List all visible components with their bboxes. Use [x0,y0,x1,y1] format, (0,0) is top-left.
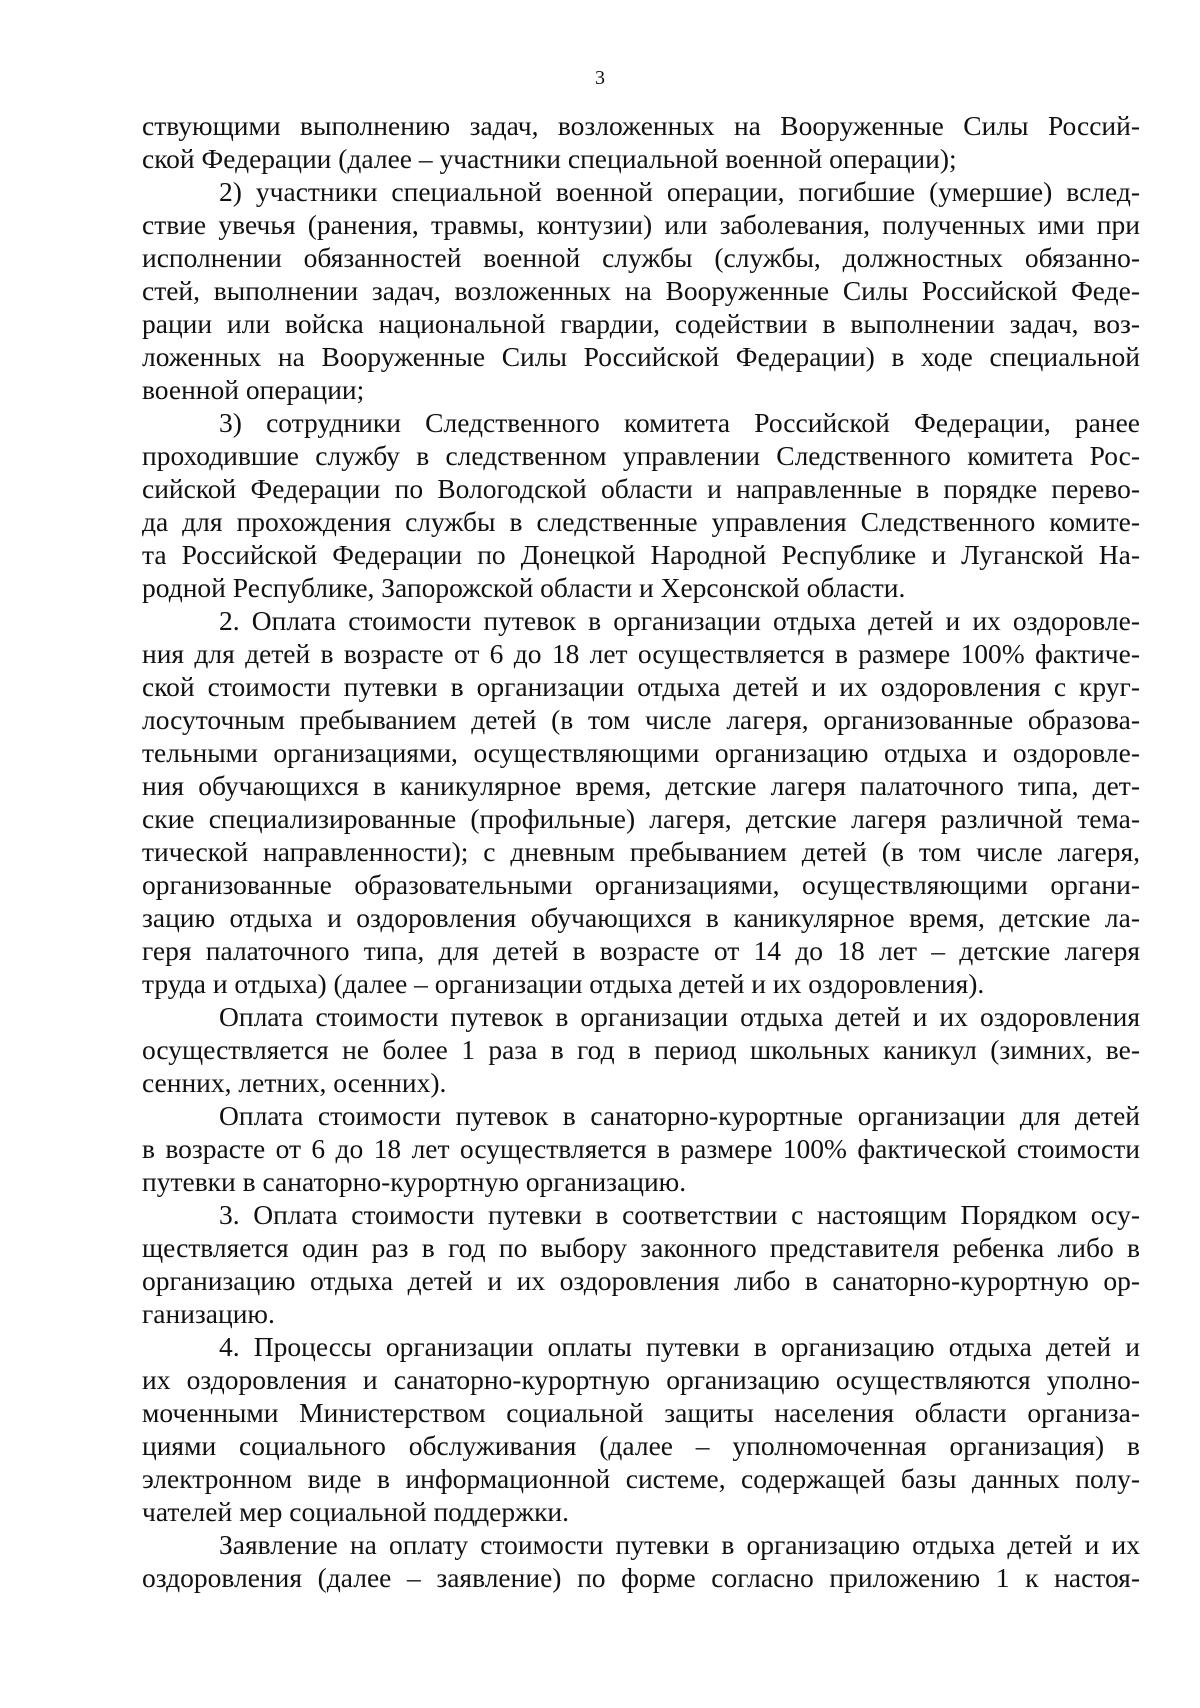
text-line: ские специализированные (профильные) лагеря, детские лагеря различной тема- [142,803,1140,834]
text-line: ствие увечья (ранения, травмы, контузии) или заболевания, полученных ими при [142,209,1140,240]
paragraph [142,175,1140,406]
text-line: осуществляется не более 1 раза в год в период школьных каникул (зимних, ве- [142,1034,1140,1065]
paragraph [142,1099,1140,1198]
text-line: ствующими выполнению задач, возложенных на Вооруженные Силы Россий- [142,110,1140,141]
text-line: чателей мер социальной поддержки. [142,1496,570,1527]
text-line: военной операции; [142,374,365,405]
paragraph [142,1528,1140,1594]
text-line: 2. Оплата стоимости путевок в организации отдыха детей и их оздоровле- [219,605,1140,636]
paragraph [142,1330,1140,1528]
text-line: ния обучающихся в каникулярное время, детские лагеря палаточного типа, дет- [142,770,1140,801]
text-line: труда и отдыха) (далее – организации отдыха детей и их оздоровления). [142,968,985,999]
text-line: их оздоровления и санаторно-курортную организацию осуществляются уполно- [142,1364,1140,1395]
paragraph [142,406,1140,604]
text-line: оздоровления (далее – заявление) по форме согласно приложению 1 к настоя- [142,1562,1140,1593]
text-line: ществляется один раз в год по выбору законного представителя ребенка либо в [142,1232,1140,1263]
text-line: лосуточным пребыванием детей (в том числе лагеря, организованные образова- [142,704,1140,735]
text-line: геря палаточного типа, для детей в возрасте от 14 до 18 лет – детские лагеря [142,935,1140,966]
text-line: Оплата стоимости путевок в организации отдыха детей и их оздоровления [219,1001,1140,1032]
text-line: зацию отдыха и оздоровления обучающихся в каникулярное время, детские ла- [142,902,1140,933]
text-line: моченными Министерством социальной защиты населения области организа- [142,1397,1140,1428]
text-line: ской Федерации (далее – участники специальной военной операции); [142,143,957,174]
text-line: та Российской Федерации по Донецкой Народной Республике и Луганской На- [142,539,1140,570]
page-number: 3 [595,67,605,89]
text-line: проходившие службу в следственном управлении Следственного комитета Рос- [142,440,1140,471]
text-line: 3) сотрудники Следственного комитета Российской Федерации, ранее [219,407,1140,438]
text-line: циями социального обслуживания (далее – уполномоченная организация) в [142,1430,1140,1461]
text-line: Оплата стоимости путевок в санаторно-курортные организации для детей [219,1100,1140,1131]
text-line: путевки в санаторно-курортную организацию. [142,1166,687,1197]
text-line: тической направленности); с дневным пребыванием детей (в том числе лагеря, [142,836,1140,867]
text-line: стей, выполнении задач, возложенных на Вооруженные Силы Российской Феде- [142,275,1140,306]
text-line: электронном виде в информационной системе, содержащей базы данных полу- [142,1463,1140,1494]
text-line: в возрасте от 6 до 18 лет осуществляется в размере 100% фактической стоимости [142,1133,1140,1164]
text-line: родной Республике, Запорожской области и Херсонской области. [142,572,906,603]
text-line: Заявление на оплату стоимости путевки в организацию отдыха детей и их [219,1529,1140,1560]
document-body [142,109,1140,1594]
text-line: организацию отдыха детей и их оздоровления либо в санаторно-курортную ор- [142,1265,1140,1296]
text-line: 4. Процессы организации оплаты путевки в организацию отдыха детей и [219,1331,1140,1362]
text-line: 3. Оплата стоимости путевки в соответствии с настоящим Порядком осу- [219,1199,1140,1230]
paragraph [142,1000,1140,1099]
text-line: ложенных на Вооруженные Силы Российской Федерации) в ходе специальной [142,341,1140,372]
text-line: организованные образовательными организациями, осуществляющими органи- [142,869,1140,900]
text-line: ния для детей в возрасте от 6 до 18 лет осуществляется в размере 100% фактиче- [142,638,1140,669]
text-line: тельными организациями, осуществляющими организацию отдыха и оздоровле- [142,737,1140,768]
text-line: сийской Федерации по Вологодской области и направленные в порядке перево- [142,473,1140,504]
text-line: ганизацию. [142,1298,275,1329]
text-line: рации или войска национальной гвардии, содействии в выполнении задач, воз- [142,308,1140,339]
paragraph [142,1198,1140,1330]
text-line: сенних, летних, осенних). [142,1067,447,1098]
paragraph [142,604,1140,1000]
text-line: исполнении обязанностей военной службы (службы, должностных обязанно- [142,242,1140,273]
text-line: да для прохождения службы в следственные управления Следственного комите- [142,506,1140,537]
text-line: 2) участники специальной военной операции, погибшие (умершие) вслед- [219,176,1140,207]
paragraph [142,109,1140,175]
text-line: ской стоимости путевки в организации отдыха детей и их оздоровления с круг- [142,671,1140,702]
